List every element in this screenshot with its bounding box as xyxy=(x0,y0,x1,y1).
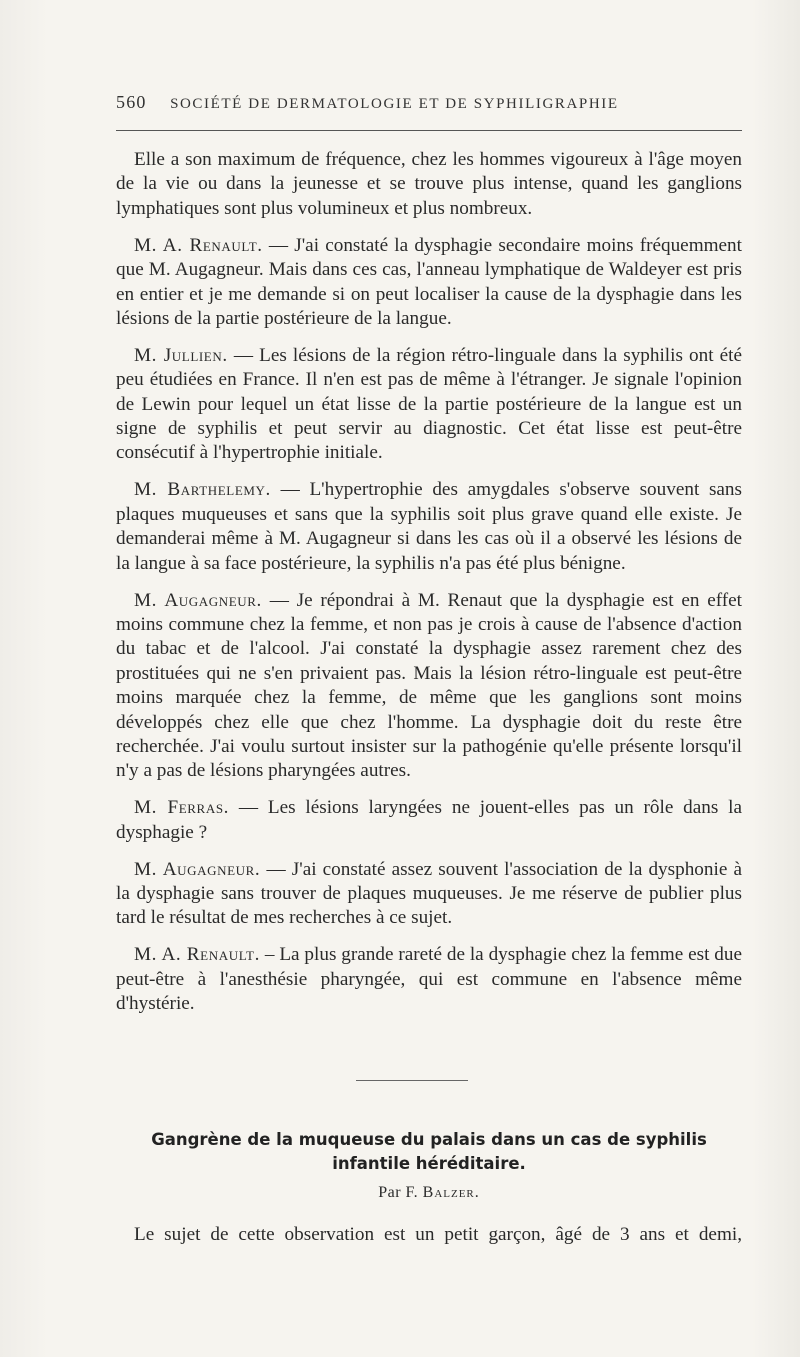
speaker-name: M. A. Renault. xyxy=(134,944,260,966)
section-divider xyxy=(356,1080,468,1081)
paragraph-intro xyxy=(116,148,742,221)
page-number: 560 xyxy=(116,92,147,112)
paragraph-text: — J'ai constaté la dysphagie secondaire moins fréquemment que M. Augagneur. Mais dans ces cas, l'anneau lymphatique de Waldeyer est pris en entier et je me demande si on peut localiser la cause de la dysphagie dans les lésions de la partie postérieure de la langue. xyxy=(116,234,742,329)
speaker-name: M. Augagneur. xyxy=(134,858,261,880)
paragraph-text: — Je répondrai à M. Renaut que la dysphagie est en effet moins commune chez la femme, et non pas je crois à cause de l'absence d'action du tabac et de l'alcool. J'ai constaté la dysphagie assez rarement chez des prostituées qui ne s'en privaient pas. Mais la lésion rétro-linguale est peut-être moins marquée chez la femme, de même que les ganglions sont moins développés chez elle que chez l'homme. La dysphagie doit du reste être recherchée. J'ai voulu surtout insister sur la pathogénie qu'elle présente lorsqu'il n'y a pas de lésions pharyngées autres. xyxy=(116,589,742,782)
paragraph-ferras xyxy=(116,796,742,845)
speaker-name: M. Jullien. xyxy=(134,344,228,366)
paragraph-text: — Les lésions laryngées ne jouent-elles pas un rôle dans la dysphagie ? xyxy=(116,797,742,843)
author-line xyxy=(116,1184,742,1202)
speaker-name: M. A. Renault. xyxy=(134,234,263,256)
paragraph-barthelemy xyxy=(116,478,742,576)
discussion-text xyxy=(116,148,742,1029)
paragraph-text: — J'ai constaté assez souvent l'association de la dysphonie à la dysphagie sans trouver de plaques muqueuses. Je me réserve de publier plus tard le résultat de mes recherches à ce sujet. xyxy=(116,858,742,929)
section-title: Gangrène de la muqueuse du palais dans un cas de syphilis infantile héréditaire. xyxy=(151,1130,707,1173)
author-name: Balzer. xyxy=(422,1184,480,1201)
speaker-name: M. Augagneur. xyxy=(134,589,262,611)
speaker-name: M. Ferras. xyxy=(134,797,230,819)
author-prefix: Par F. xyxy=(378,1184,423,1201)
section-first-line: Le sujet de cette observation est un petit garçon, âgé de 3 ans et demi, xyxy=(134,1224,742,1245)
paragraph-text: – La plus grande rareté de la dysphagie chez la femme est due peut-être à l'anesthésie pharyngée, qui est commune en l'absence même d'hystérie. xyxy=(116,944,742,1015)
running-header xyxy=(116,92,742,113)
paragraph-renault-1 xyxy=(116,234,742,332)
header-divider xyxy=(116,130,742,131)
paragraph-renault-2 xyxy=(116,943,742,1016)
paragraph-text: — L'hypertrophie des amygdales s'observe souvent sans plaques muqueuses et sans que la syphilis soit plus grave quand elle existe. Je demanderai même à M. Augagneur si dans les cas où il a observé les lésions de la langue à sa face postérieure, la syphilis n'a pas été plus bénigne. xyxy=(116,479,742,574)
speaker-name: M. Barthelemy. xyxy=(134,479,271,501)
running-title: SOCIÉTÉ DE DERMATOLOGIE ET DE SYPHILIGRAPHIE xyxy=(170,96,619,112)
paragraph-augagneur-2 xyxy=(116,858,742,931)
paragraph-text: Elle a son maximum de fréquence, chez les hommes vigoureux à l'âge moyen de la vie ou dans la jeunesse et se trouve plus intense, quand les ganglions lymphatiques sont plus volumineux et plus nombreux. xyxy=(116,149,742,219)
paragraph-text: — Les lésions de la région rétro-linguale dans la syphilis ont été peu étudiées en France. Il n'en est pas de même à l'étranger. Je signale l'opinion de Lewin pour lequel un état lisse de la partie postérieure de la langue est un signe de syphilis et peut servir au diagnostic. Cet état lisse est peut-être consécutif à l'hypertrophie initiale. xyxy=(116,344,742,464)
paragraph-augagneur-1 xyxy=(116,589,742,784)
paragraph-jullien xyxy=(116,344,742,466)
